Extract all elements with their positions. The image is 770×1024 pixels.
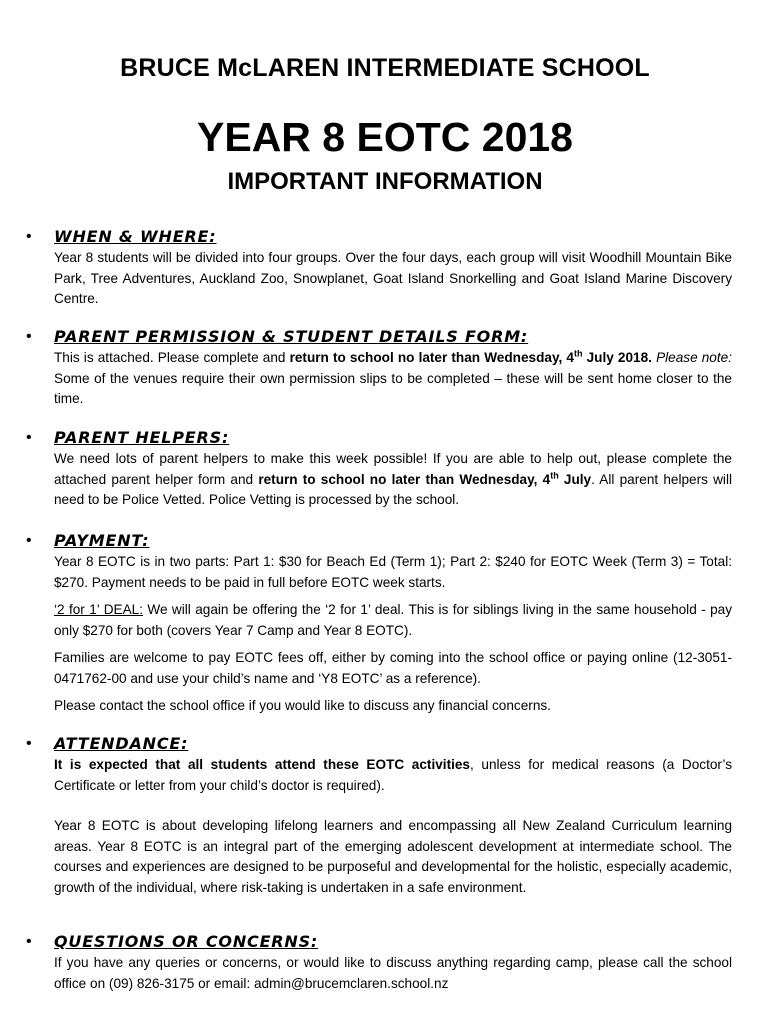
section-when-where xyxy=(26,226,732,310)
section-heading: QUESTIONS OR CONCERNS: xyxy=(54,932,319,951)
section-text xyxy=(54,449,732,511)
bullet-icon: • xyxy=(26,228,32,245)
section-attendance xyxy=(26,733,732,898)
bullet-icon: • xyxy=(26,532,32,549)
eotc-purpose-text: Year 8 EOTC is about developing lifelong learners and encompassing all New Zealand Curriculum learning areas. Year 8 EOTC is an integral part of the emerging adolescent development at intermediate school. The courses and experiences are designed to be purposeful and developmental for the holistic, especially academic, growth of the individual, where risk-taking is undertaken in a safe environment. xyxy=(54,818,732,895)
bullet-icon: • xyxy=(26,735,32,752)
text-run: We will again be offering the ‘2 for 1’ deal. This is for siblings living in the same household - pay only $270 for both (covers Year 7 Camp and Year 8 EOTC). xyxy=(54,602,732,638)
deadline-text: return to school no later than Wednesday, 4th July xyxy=(258,469,592,487)
section-heading: PAYMENT: xyxy=(54,531,150,550)
section-questions xyxy=(26,931,732,994)
note-text: Some of the venues require their own permission slips to be completed – these will be sent home closer to the time. xyxy=(54,370,732,406)
attendance-text xyxy=(54,755,732,796)
section-heading: PARENT HELPERS: xyxy=(54,428,230,447)
financial-contact-text: Please contact the school office if you would like to discuss any financial concerns. xyxy=(54,698,551,713)
section-text xyxy=(54,348,732,410)
note-label: Please note: xyxy=(656,350,732,365)
text-run: This is attached. Please complete and xyxy=(54,350,290,365)
payment-parts-text: Year 8 EOTC is in two parts: Part 1: $30 for Beach Ed (Term 1); Part 2: $240 for EOTC Week (Term 3) = Total: $270. Payment needs to be paid in full before EOTC week starts. xyxy=(54,554,732,590)
deal-label: ‘2 for 1’ DEAL: xyxy=(54,602,143,617)
section-text: If you have any queries or concerns, or would like to discuss anything regarding camp, please call the school office on (09) 826-3175 or email: admin@brucemclaren.school.nz xyxy=(54,955,732,991)
bullet-icon: • xyxy=(26,328,32,345)
section-parent-helpers xyxy=(26,427,732,511)
section-payment xyxy=(26,530,732,717)
attendance-expectation: It is expected that all students attend these EOTC activities xyxy=(54,757,470,772)
text-run: . All parent helpers will need to be Police Vetted. Police Vetting is processed by the school. xyxy=(54,471,732,507)
document-title: YEAR 8 EOTC 2018 xyxy=(197,114,573,160)
section-heading: PARENT PERMISSION & STUDENT DETAILS FORM: xyxy=(54,327,529,346)
bullet-icon: • xyxy=(26,429,32,446)
deal-text xyxy=(54,600,732,641)
section-permission xyxy=(26,326,732,410)
payment-plan-text: Families are welcome to pay EOTC fees off, either by coming into the school office or paying online (12-3051-0471762-00 and use your child’s name and ‘Y8 EOTC’ as a reference). xyxy=(54,650,732,686)
section-heading: WHEN & WHERE: xyxy=(54,227,217,246)
text-run: , unless for medical reasons (a Doctor’s Certificate or letter from your child’s doctor is required). xyxy=(54,757,733,793)
school-name: BRUCE McLAREN INTERMEDIATE SCHOOL xyxy=(120,54,650,82)
document-subtitle: IMPORTANT INFORMATION xyxy=(227,168,543,195)
bullet-icon: • xyxy=(26,933,32,950)
text-run: We need lots of parent helpers to make this week possible! If you are able to help out, please complete the attached parent helper form and xyxy=(54,451,732,487)
deadline-text: return to school no later than Wednesday, 4th July 2018. xyxy=(289,348,652,365)
section-text: Year 8 students will be divided into four groups. Over the four days, each group will visit Woodhill Mountain Bike Park, Tree Adventures, Auckland Zoo, Snowplanet, Goat Island Snorkelling and Goat Island Marine Discovery Centre. xyxy=(54,250,732,306)
section-heading: ATTENDANCE: xyxy=(54,734,189,753)
